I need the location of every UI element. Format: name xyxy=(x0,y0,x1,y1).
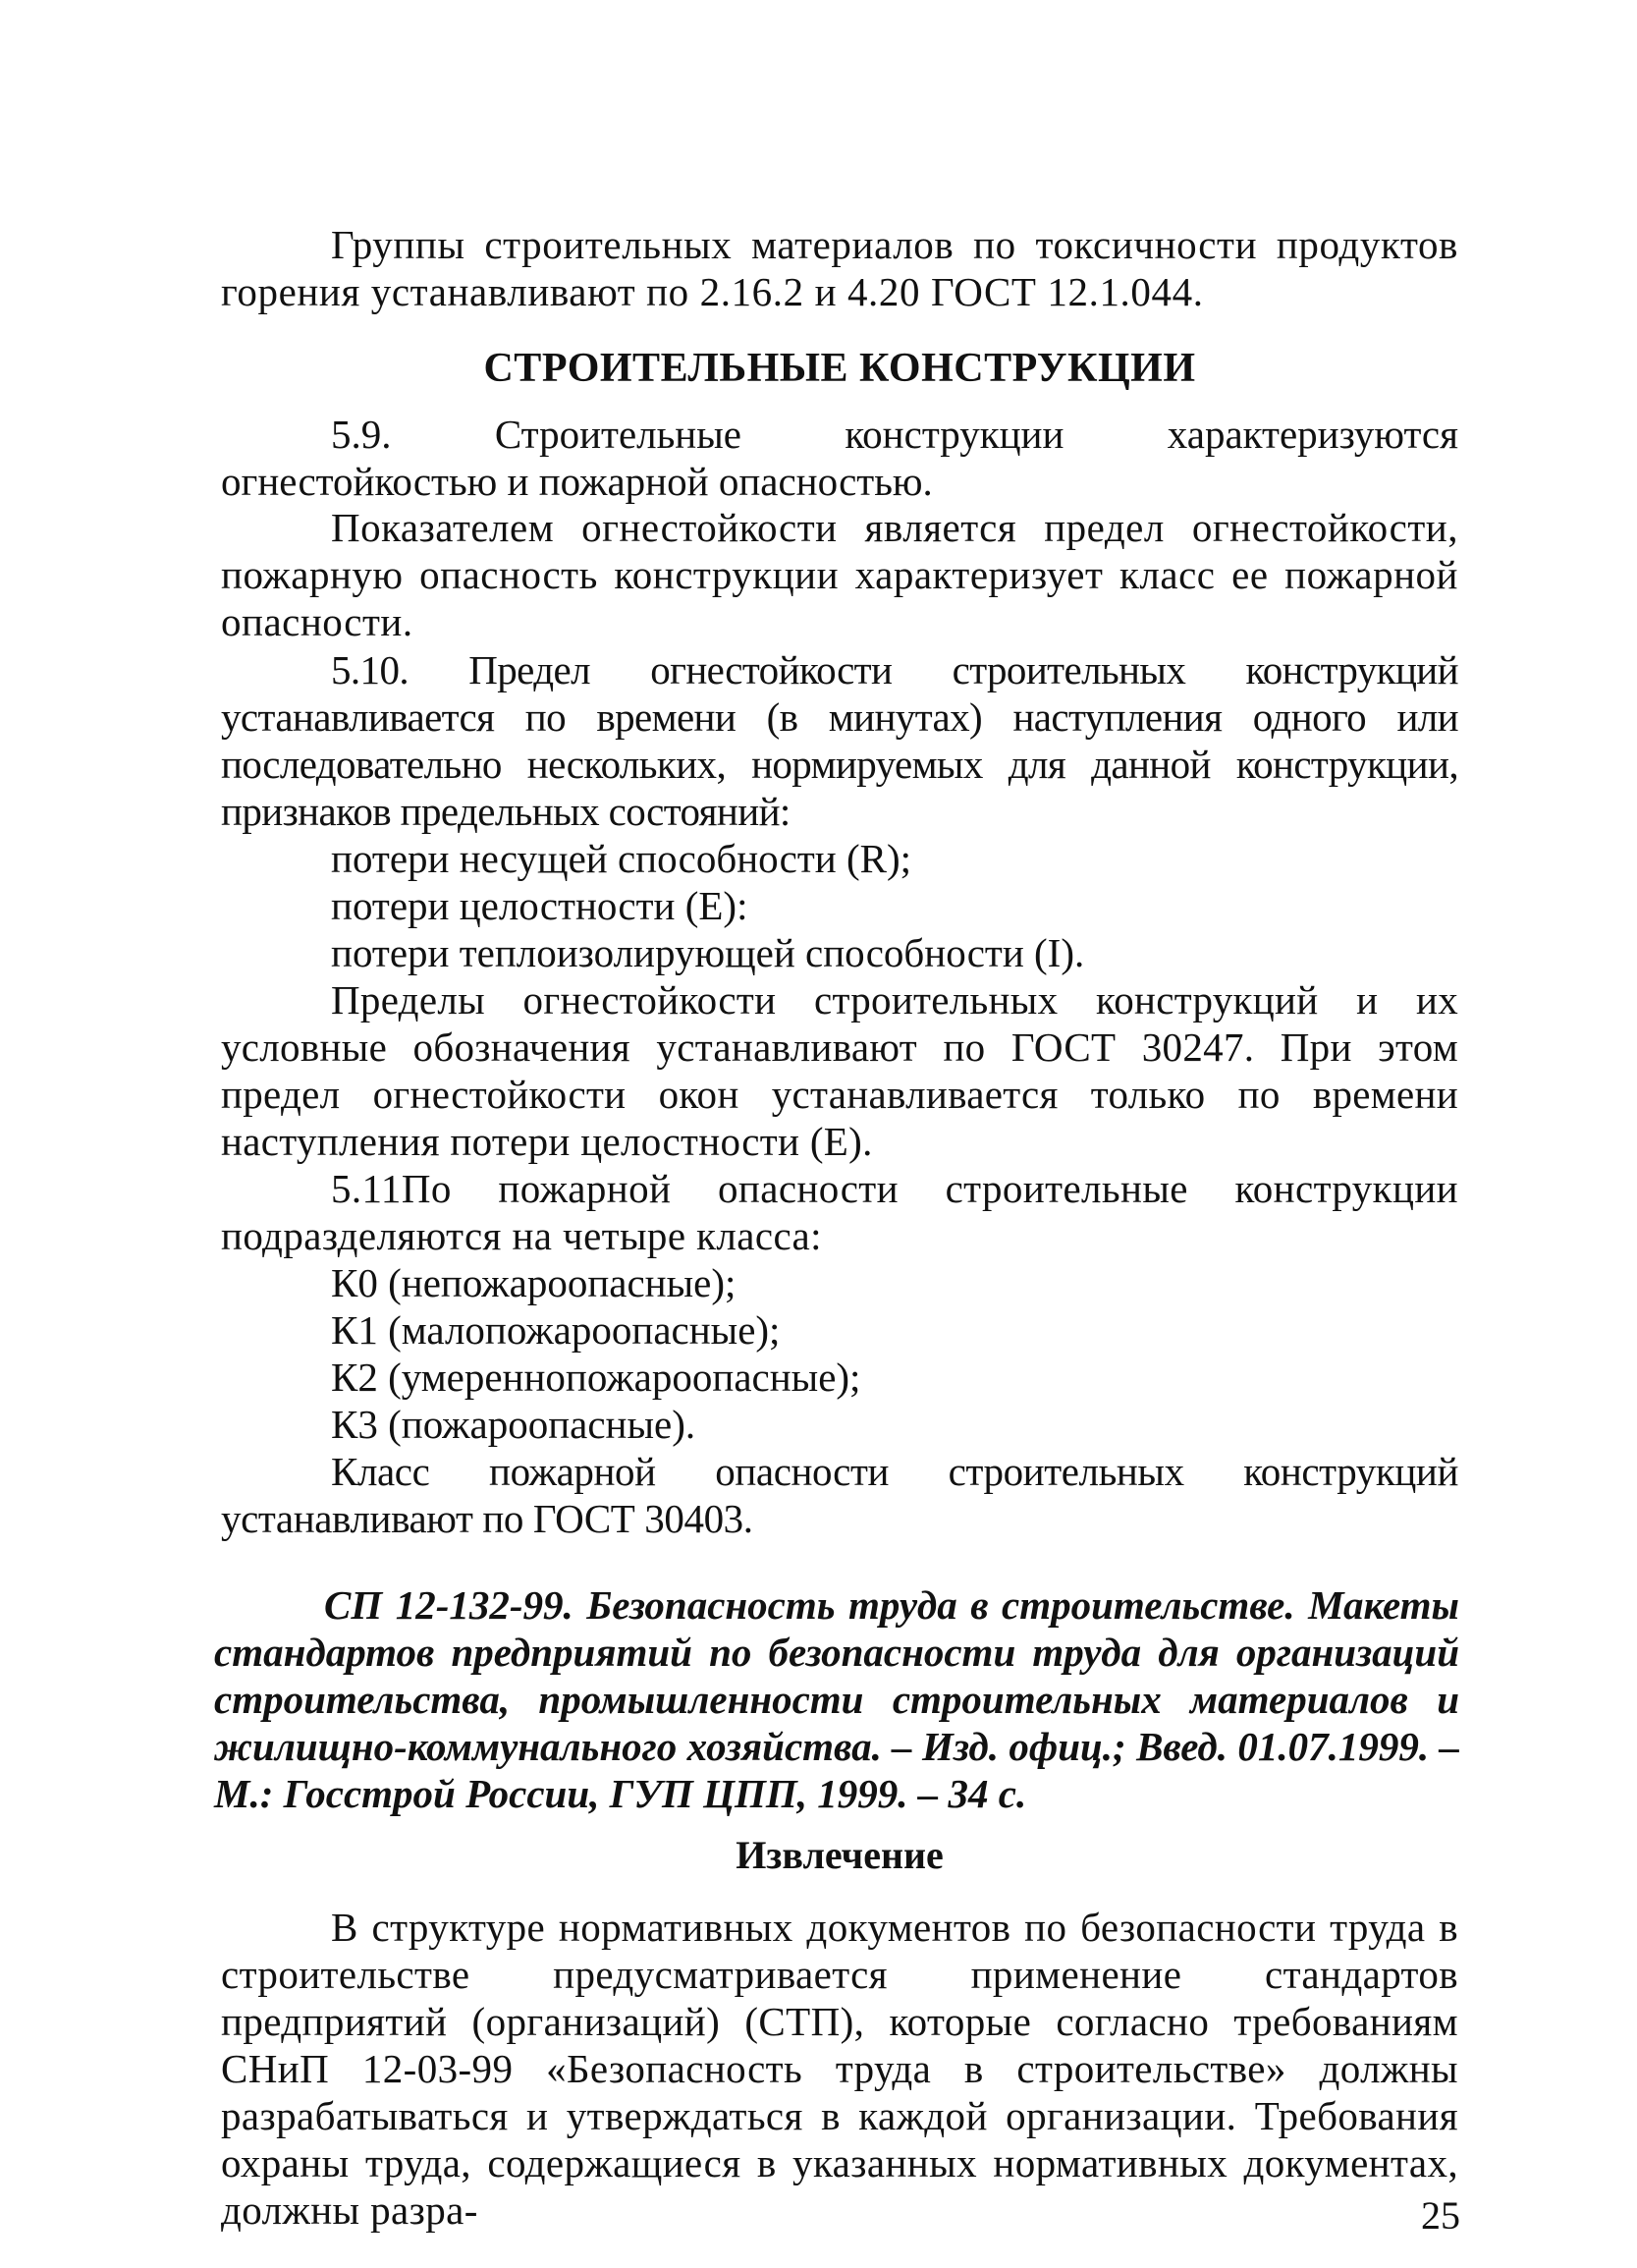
paragraph-structure xyxy=(221,1904,1458,2234)
list-item-state: потери целостности (Е): xyxy=(331,883,748,928)
paragraph-text: Класс пожарной опасности строительных конструкций устанавливают по ГОСТ 30403. xyxy=(221,1449,1458,1541)
paragraph-5-10 xyxy=(221,646,1458,835)
bibliographic-reference xyxy=(214,1581,1459,1817)
paragraph-5-9 xyxy=(221,411,1458,505)
list-item-class: К1 (малопожароопасные); xyxy=(331,1307,781,1353)
list-item-class: К0 (непожароопасные); xyxy=(331,1260,737,1305)
extract-subheading: Извлечение xyxy=(736,1833,944,1877)
list-item-state: потери теплоизолирующей способности (I). xyxy=(331,930,1085,975)
paragraph-text: 5.9. Строительные конструкции характеризуются огнестойкостью и пожарной опасностью. xyxy=(221,412,1458,504)
paragraph-text: Пределы огнестойкости строительных конструкций и их условные обозначения устанавливают по ГОСТ 30247. При этом предел огнестойкости окон устанавливается только по времени наступления потери целостности (Е). xyxy=(221,977,1458,1164)
paragraph-toxicity xyxy=(221,221,1458,315)
paragraph-text: Группы строительных материалов по токсичности продуктов горения устанавливают по 2.16.2 и 4.20 ГОСТ 12.1.044. xyxy=(221,222,1458,314)
list-item-class: К3 (пожароопасные). xyxy=(331,1402,696,1447)
reference-text: СП 12-132-99. Безопасность труда в строительстве. Макеты стандартов предприятий по безопасности труда для организаций строительства, промышленности строительных материалов и жилищно-коммунального хозяйства. – Изд. офиц.; Введ. 01.07.1999. – М.: Госстрой России, ГУП ЦПП, 1999. – 34 с. xyxy=(214,1582,1459,1816)
section-heading: СТРОИТЕЛЬНЫЕ КОНСТРУКЦИИ xyxy=(483,346,1196,391)
list-item-state: потери несущей способности (R); xyxy=(331,836,912,881)
paragraph-5-11 xyxy=(221,1165,1458,1259)
paragraph-text: В структуре нормативных документов по безопасности труда в строительстве предусматривается применение стандартов предприятий (организаций) (СТП), которые согласно требованиям СНиП 12-03-99 «Безопасность труда в строительстве» должны разрабатываться и утверждаться в каждой организации. Требования охраны труда, содержащиеся в указанных нормативных документах, должны разра- xyxy=(221,1905,1458,2233)
paragraph-indicator xyxy=(221,504,1458,645)
page-number: 25 xyxy=(1421,2193,1460,2238)
paragraph-text: 5.10. Предел огнестойкости строительных конструкций устанавливается по времени (в минутах) наступления одного или последовательно нескольких, нормируемых для данной конструкции, признаков предельных состояний: xyxy=(221,647,1458,834)
paragraph-class xyxy=(221,1448,1458,1542)
paragraph-text: Показателем огнестойкости является предел огнестойкости, пожарную опасность конструкции характеризует класс ее пожарной опасности. xyxy=(221,505,1458,644)
paragraph-text: 5.11По пожарной опасности строительные конструкции подразделяются на четыре класса: xyxy=(221,1166,1458,1258)
paragraph-limits xyxy=(221,976,1458,1165)
list-item-class: К2 (умереннопожароопасные); xyxy=(331,1355,861,1400)
